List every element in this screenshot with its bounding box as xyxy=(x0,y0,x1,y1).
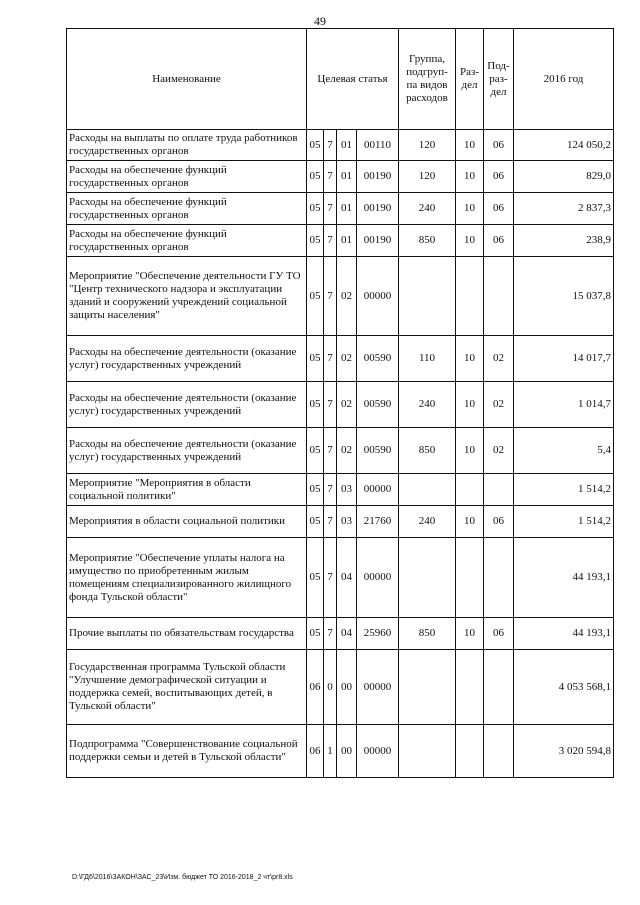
row-name: Расходы на обеспечение функций государственных органов xyxy=(67,225,307,257)
amount: 829,0 xyxy=(514,161,614,193)
amount: 2 837,3 xyxy=(514,193,614,225)
code-c: 01 xyxy=(337,130,357,161)
code-c: 01 xyxy=(337,225,357,257)
group-code: 850 xyxy=(399,428,456,474)
row-name: Расходы на обеспечение деятельности (оказание услуг) государственных учреждений xyxy=(67,382,307,428)
amount: 5,4 xyxy=(514,428,614,474)
podrazdel-code: 02 xyxy=(484,382,514,428)
code-d: 00000 xyxy=(357,538,399,618)
code-d: 00590 xyxy=(357,428,399,474)
group-code: 850 xyxy=(399,225,456,257)
code-a: 05 xyxy=(307,538,324,618)
code-a: 06 xyxy=(307,650,324,725)
code-c: 00 xyxy=(337,650,357,725)
razdel-code xyxy=(456,650,484,725)
code-d: 00590 xyxy=(357,382,399,428)
header-row xyxy=(67,29,614,130)
group-code xyxy=(399,538,456,618)
header-name: Наименование xyxy=(67,29,307,130)
amount: 14 017,7 xyxy=(514,336,614,382)
code-b: 7 xyxy=(324,225,337,257)
razdel-code xyxy=(456,725,484,778)
amount: 15 037,8 xyxy=(514,257,614,336)
row-name: Расходы на обеспечение функций государственных органов xyxy=(67,161,307,193)
code-a: 05 xyxy=(307,506,324,538)
code-d: 00000 xyxy=(357,650,399,725)
code-b: 0 xyxy=(324,650,337,725)
code-d: 25960 xyxy=(357,618,399,650)
code-b: 7 xyxy=(324,336,337,382)
code-d: 21760 xyxy=(357,506,399,538)
row-name: Расходы на обеспечение функций государственных органов xyxy=(67,193,307,225)
podrazdel-code: 02 xyxy=(484,428,514,474)
code-c: 01 xyxy=(337,161,357,193)
group-code: 240 xyxy=(399,382,456,428)
group-code xyxy=(399,725,456,778)
header-podrazdel: Под-раз-дел xyxy=(484,29,514,130)
podrazdel-code xyxy=(484,474,514,506)
row-name: Прочие выплаты по обязательствам государства xyxy=(67,618,307,650)
row-name: Расходы на выплаты по оплате труда работников государственных органов xyxy=(67,130,307,161)
code-d: 00110 xyxy=(357,130,399,161)
code-a: 05 xyxy=(307,428,324,474)
row-name: Подпрограмма "Совершенствование социальной поддержки семьи и детей в Тульской области" xyxy=(67,725,307,778)
podrazdel-code: 06 xyxy=(484,161,514,193)
group-code: 110 xyxy=(399,336,456,382)
amount: 3 020 594,8 xyxy=(514,725,614,778)
code-a: 05 xyxy=(307,257,324,336)
podrazdel-code xyxy=(484,725,514,778)
table-row xyxy=(67,428,614,474)
podrazdel-code: 06 xyxy=(484,506,514,538)
table-row xyxy=(67,538,614,618)
table-row xyxy=(67,193,614,225)
code-c: 03 xyxy=(337,506,357,538)
row-name: Мероприятие "Мероприятия в области социальной политики" xyxy=(67,474,307,506)
code-c: 02 xyxy=(337,336,357,382)
amount: 44 193,1 xyxy=(514,618,614,650)
amount: 1 514,2 xyxy=(514,474,614,506)
amount: 1 514,2 xyxy=(514,506,614,538)
table-row xyxy=(67,161,614,193)
table-row xyxy=(67,650,614,725)
group-code xyxy=(399,257,456,336)
code-c: 00 xyxy=(337,725,357,778)
podrazdel-code xyxy=(484,257,514,336)
table-row xyxy=(67,474,614,506)
amount: 44 193,1 xyxy=(514,538,614,618)
podrazdel-code: 02 xyxy=(484,336,514,382)
row-name: Расходы на обеспечение деятельности (оказание услуг) государственных учреждений xyxy=(67,428,307,474)
code-c: 04 xyxy=(337,618,357,650)
code-b: 7 xyxy=(324,538,337,618)
budget-table xyxy=(66,28,614,778)
podrazdel-code xyxy=(484,650,514,725)
group-code: 240 xyxy=(399,506,456,538)
podrazdel-code xyxy=(484,538,514,618)
table-row xyxy=(67,257,614,336)
podrazdel-code: 06 xyxy=(484,193,514,225)
razdel-code: 10 xyxy=(456,618,484,650)
code-a: 05 xyxy=(307,474,324,506)
page-number: 49 xyxy=(314,14,326,28)
code-a: 05 xyxy=(307,336,324,382)
code-c: 02 xyxy=(337,382,357,428)
razdel-code: 10 xyxy=(456,428,484,474)
code-c: 02 xyxy=(337,257,357,336)
code-d: 00190 xyxy=(357,225,399,257)
group-code: 120 xyxy=(399,130,456,161)
table-row xyxy=(67,725,614,778)
row-name: Государственная программа Тульской области "Улучшение демографической ситуации и поддержка семей, воспитывающих детей, в Тульской области" xyxy=(67,650,307,725)
code-b: 7 xyxy=(324,161,337,193)
code-b: 7 xyxy=(324,506,337,538)
code-a: 05 xyxy=(307,161,324,193)
code-d: 00190 xyxy=(357,193,399,225)
code-d: 00000 xyxy=(357,474,399,506)
razdel-code xyxy=(456,474,484,506)
code-a: 06 xyxy=(307,725,324,778)
amount: 4 053 568,1 xyxy=(514,650,614,725)
podrazdel-code: 06 xyxy=(484,618,514,650)
razdel-code: 10 xyxy=(456,506,484,538)
code-a: 05 xyxy=(307,225,324,257)
razdel-code: 10 xyxy=(456,225,484,257)
table-row xyxy=(67,618,614,650)
code-b: 7 xyxy=(324,474,337,506)
file-path-footer: D:\ГД6\2016\ЗАКОН\ЗАС_23\Изм. бюджет ТО 2016-2018_2 чт\pr8.xls xyxy=(72,874,293,881)
code-c: 04 xyxy=(337,538,357,618)
code-a: 05 xyxy=(307,618,324,650)
group-code: 240 xyxy=(399,193,456,225)
code-a: 05 xyxy=(307,382,324,428)
code-b: 7 xyxy=(324,130,337,161)
row-name: Расходы на обеспечение деятельности (оказание услуг) государственных учреждений xyxy=(67,336,307,382)
amount: 238,9 xyxy=(514,225,614,257)
code-d: 00000 xyxy=(357,725,399,778)
code-b: 7 xyxy=(324,382,337,428)
code-b: 7 xyxy=(324,428,337,474)
group-code: 850 xyxy=(399,618,456,650)
header-group: Группа, подгруп-па видов расходов xyxy=(399,29,456,130)
table-row xyxy=(67,336,614,382)
table-row xyxy=(67,382,614,428)
code-b: 7 xyxy=(324,193,337,225)
podrazdel-code: 06 xyxy=(484,225,514,257)
code-d: 00190 xyxy=(357,161,399,193)
razdel-code: 10 xyxy=(456,193,484,225)
group-code: 120 xyxy=(399,161,456,193)
header-year: 2016 год xyxy=(514,29,614,130)
row-name: Мероприятия в области социальной политики xyxy=(67,506,307,538)
razdel-code xyxy=(456,538,484,618)
code-b: 7 xyxy=(324,257,337,336)
group-code xyxy=(399,650,456,725)
razdel-code: 10 xyxy=(456,130,484,161)
code-d: 00000 xyxy=(357,257,399,336)
header-target: Целевая статья xyxy=(307,29,399,130)
razdel-code: 10 xyxy=(456,382,484,428)
amount: 124 050,2 xyxy=(514,130,614,161)
table-row xyxy=(67,225,614,257)
razdel-code: 10 xyxy=(456,336,484,382)
code-d: 00590 xyxy=(357,336,399,382)
row-name: Мероприятие "Обеспечение уплаты налога на имущество по приобретенным жилым помещениям специализированного жилищного фонда Тульской области" xyxy=(67,538,307,618)
amount: 1 014,7 xyxy=(514,382,614,428)
razdel-code xyxy=(456,257,484,336)
code-b: 7 xyxy=(324,618,337,650)
group-code xyxy=(399,474,456,506)
table-row xyxy=(67,506,614,538)
table-row xyxy=(67,130,614,161)
header-razdel: Раз-дел xyxy=(456,29,484,130)
code-c: 02 xyxy=(337,428,357,474)
podrazdel-code: 06 xyxy=(484,130,514,161)
razdel-code: 10 xyxy=(456,161,484,193)
code-c: 03 xyxy=(337,474,357,506)
code-c: 01 xyxy=(337,193,357,225)
code-a: 05 xyxy=(307,193,324,225)
code-b: 1 xyxy=(324,725,337,778)
row-name: Мероприятие "Обеспечение деятельности ГУ ТО "Центр технического надзора и эксплуатации зданий и сооружений учреждений социальной защиты населения" xyxy=(67,257,307,336)
code-a: 05 xyxy=(307,130,324,161)
